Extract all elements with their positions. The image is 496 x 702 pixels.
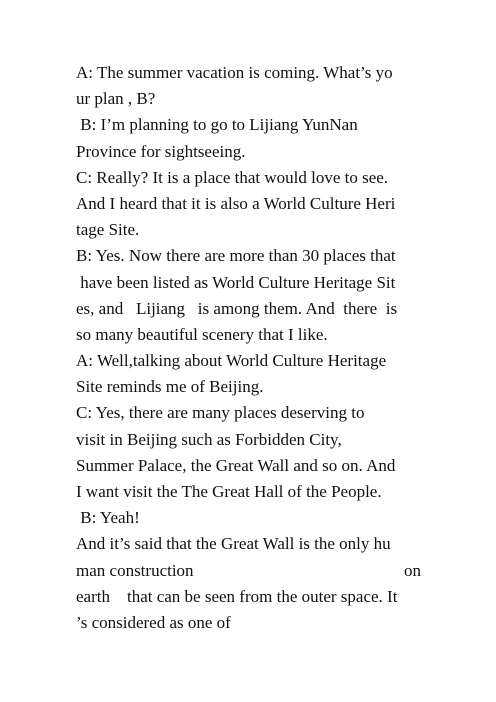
text-line: Summer Palace, the Great Wall and so on. And xyxy=(76,455,396,475)
text-line: A: The summer vacation is coming. What’s yo xyxy=(76,63,393,82)
text-line: B: Yes. Now there are more than 30 places that xyxy=(76,246,396,266)
text-line: And I heard that it is also a World Culture Heri xyxy=(76,193,396,213)
text-line: tage Site. xyxy=(76,220,140,240)
text-line: C: Yes, there are many places deserving to xyxy=(76,403,365,423)
text-line: earth that can be seen from the outer space. It xyxy=(76,586,398,606)
text-line: B: Yeah! xyxy=(76,508,140,528)
text-line: visit in Beijing such as Forbidden City, xyxy=(76,429,342,449)
text-line: es, and Lijiang is among them. And there is xyxy=(76,298,398,318)
text-line: I want visit the The Great Hall of the People. xyxy=(76,482,382,501)
text-line-right: on xyxy=(404,560,421,580)
text-line: B: I’m planning to go to Lijiang YunNan xyxy=(76,115,358,135)
text-line-justified xyxy=(76,558,421,584)
text-line: Province for sightseeing. xyxy=(76,141,246,161)
text-line-left: man construction xyxy=(76,560,194,580)
text-line: And it’s said that the Great Wall is the only hu xyxy=(76,534,391,554)
text-line: so many beautiful scenery that I like. xyxy=(76,324,328,344)
text-line: ur plan , B? xyxy=(76,89,156,109)
text-line: have been listed as World Culture Heritage Sit xyxy=(76,272,396,292)
text-line: A: Well,talking about World Culture Heritage xyxy=(76,351,387,371)
text-line: ’s considered as one of xyxy=(76,612,231,632)
text-line: C: Really? It is a place that would love to see. xyxy=(76,167,389,187)
dialogue-text xyxy=(76,60,421,636)
text-line: Site reminds me of Beijing. xyxy=(76,377,264,397)
